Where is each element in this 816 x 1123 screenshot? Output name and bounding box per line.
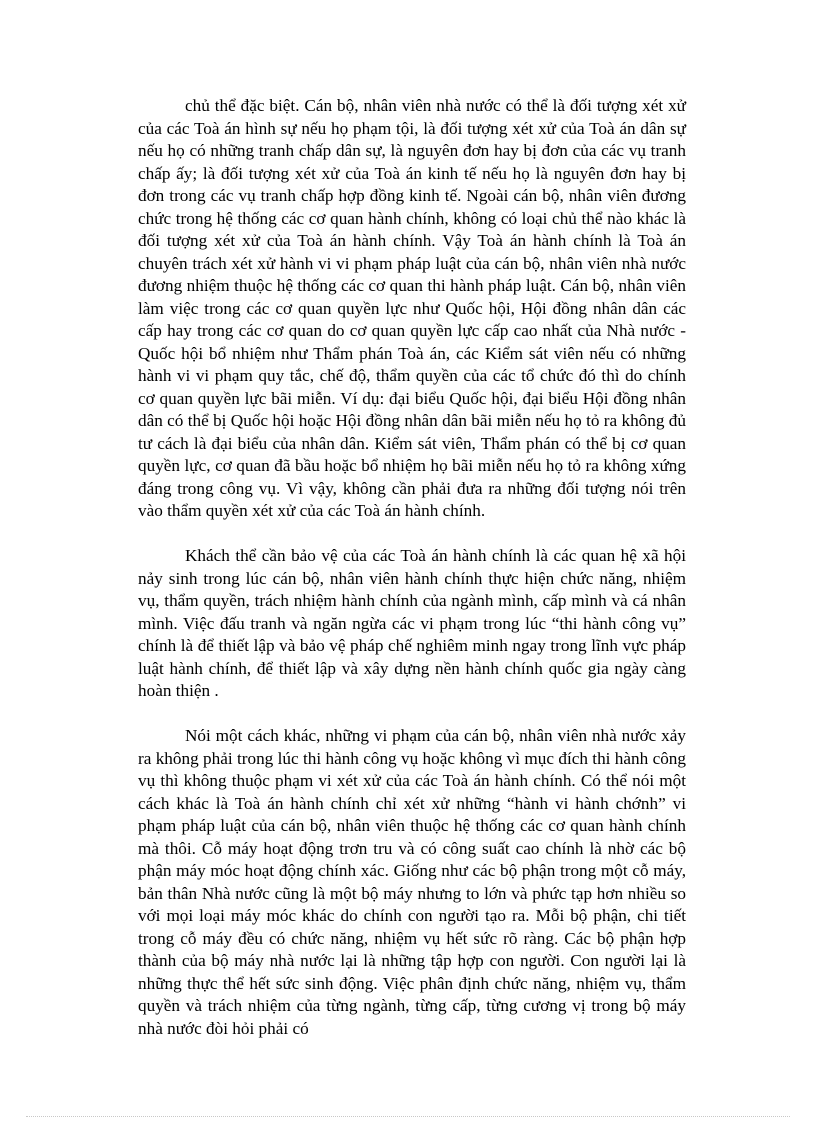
page-bottom-divider <box>26 1116 790 1117</box>
body-text <box>138 95 686 1040</box>
paragraph-2: Khách thể cần bảo vệ của các Toà án hành chính là các quan hệ xã hội nảy sinh trong lúc cán bộ, nhân viên hành chính thực hiện chức năng, nhiệm vụ, thẩm quyền, trách nhiệm hành chính của ngành mình, cấp mình và cá nhân mình. Việc đấu tranh và ngăn ngừa các vi phạm trong lúc “thi hành công vụ” chính là để thiết lập và bảo vệ pháp chế nghiêm minh ngay trong lĩnh vực pháp luật hành chính, để thiết lập và xây dựng nền hành chính quốc gia ngày càng hoàn thiện . <box>138 546 686 700</box>
paragraph-3: Nói một cách khác, những vi phạm của cán bộ, nhân viên nhà nước xảy ra không phải trong lúc thi hành công vụ hoặc không vì mục đích thi hành công vụ thì không thuộc phạm vi xét xử của các Toà án hành chính. Có thể nói một cách khác là Toà án hành chính chỉ xét xử những “hành vi hành chớnh” vi phạm pháp luật của cán bộ, nhân viên thuộc hệ thống các cơ quan hành chính mà thôi. Cỗ máy hoạt động trơn tru và có công suất cao chính là nhờ các bộ phận máy móc hoạt động chính xác. Giống như các bộ phận trong một cỗ máy, bản thân Nhà nước cũng là một bộ máy nhưng to lớn và phức tạp hơn nhiều so với mọi loại máy móc khác do chính con người tạo ra. Mỗi bộ phận, chi tiết trong cỗ máy đều có chức năng, nhiệm vụ hết sức rõ ràng. Các bộ phận hợp thành của bộ máy nhà nước lại là những tập hợp con người. Con người lại là những thực thể hết sức sinh động. Việc phân định chức năng, nhiệm vụ, thẩm quyền và trách nhiệm của từng ngành, từng cấp, từng cương vị trong bộ máy nhà nước đòi hỏi phải có <box>138 726 686 1038</box>
paragraph-1: chủ thể đặc biệt. Cán bộ, nhân viên nhà nước có thể là đối tượng xét xử của các Toà án hình sự nếu họ phạm tội, là đối tượng xét xử của Toà án dân sự nếu họ có những tranh chấp dân sự, là nguyên đơn hay bị đơn của các vụ tranh chấp ấy; là đối tượng xét xử của Toà án kinh tế nếu họ là nguyên đơn hay bị đơn trong các vụ tranh chấp hợp đồng kinh tế. Ngoài cán bộ, nhân viên đương chức trong hệ thống các cơ quan hành chính, không có loại chủ thể nào khác là đối tượng xét xử của Toà án hành chính. Vậy Toà án hành chính là Toà án chuyên trách xét xử hành vi vi phạm pháp luật của cán bộ, nhân viên nhà nước đương nhiệm thuộc hệ thống các cơ quan thi hành pháp luật. Cán bộ, nhân viên làm việc trong các cơ quan quyền lực như Quốc hội, Hội đồng nhân dân các cấp hay trong các cơ quan do cơ quan quyền lực cấp cao nhất của Nhà nước - Quốc hội bổ nhiệm như Thẩm phán Toà án, các Kiểm sát viên nếu có những hành vi vi phạm quy tắc, chế độ, thẩm quyền của các tổ chức đó thì do chính cơ quan quyền lực bãi miễn. Ví dụ: đại biểu Quốc hội, đại biểu Hội đồng nhân dân có thể bị Quốc hội hoặc Hội đồng nhân dân bãi miễn nếu họ tỏ ra không đủ tư cách là đại biểu của nhân dân. Kiểm sát viên, Thẩm phán có thể bị cơ quan quyền lực, cơ quan đã bầu hoặc bổ nhiệm họ bãi miễn nếu họ tỏ ra không xứng đáng trong công vụ. Vì vậy, không cần phải đưa ra những đối tượng nói trên vào thẩm quyền xét xử của các Toà án hành chính. <box>138 96 686 520</box>
